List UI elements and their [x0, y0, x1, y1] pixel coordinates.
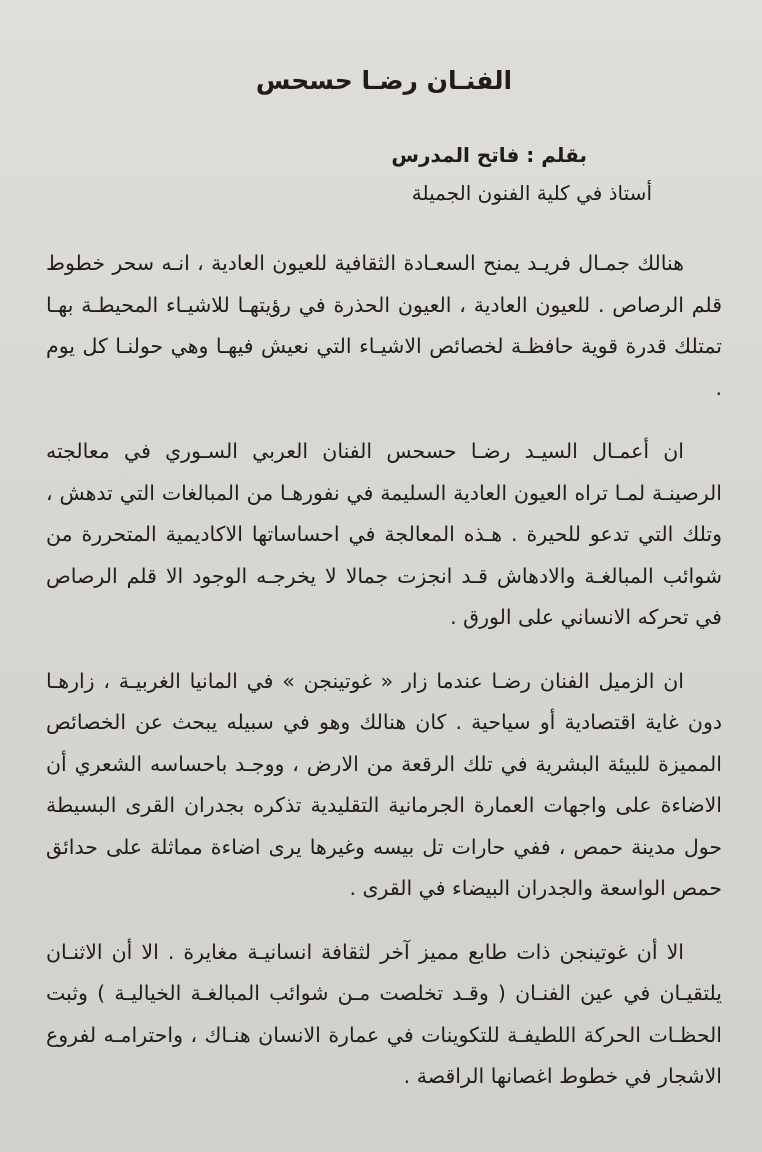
paragraph-1: هنالك جمـال فريـد يمنح السعـادة الثقافية للعيون العادية ، انـه سحر خطوط قلم الرصاص . للعيون العادية ، العيون الحذرة في رؤيتهـا للاشيـاء المحيطـة بهـا تمتلك قدرة قوية حافظـة لخصائص الاشيـاء التي نعيش فيهـا وهي حولنـا كل يوم . — [46, 251, 722, 400]
author-position: أستاذ في كلية الفنون الجميلة — [411, 181, 652, 205]
paragraph-4: الا أن غوتينجن ذات طابع مميز آخر لثقافة انسانيـة مغايرة . الا أن الاثنـان يلتقيـان في عين الفنـان ( وقـد تخلصت مـن شوائب المبالغـة الخياليـة ) وثبت الحظـات الحركة اللطيفـة للتكوينات في عمارة الانسان هنـاك ، واحترامـه لفروع الاشجار في خطوط اغصانها الراقصة . — [46, 939, 722, 1088]
article-title: الفنـان رضـا حسحس — [255, 66, 513, 95]
paragraph-3: ان الزميل الفنان رضـا عندما زار « غوتينجن » في المانيا الغربيـة ، زارهـا دون غاية اقتصادية أو سياحية . كان هنالك وهو في سبيله يبحث عن الخصائص المميزة للبيئة البشرية في تلك الرقعة من الارض ، ووجـد باحساسه الشعري أن الاضاءة على واجهات العمارة الجرمانية التقليدية تذكره بجدران القرى البسيطة حول مدينة حمص ، ففي حارات تل بيسه وغيرها يرى اضاءة مماثلة على حدائق حمص الواسعة والجدران البيضاء في القرى . — [46, 668, 722, 900]
paragraph-2: ان أعمـال السيـد رضـا حسحس الفنان العربي السـوري في معالجته الرصينـة لمـا تراه العيون العادية السليمة في نفورهـا من المبالغات التي تدهش ، وتلك التي تدعو للحيرة . هـذه المعالجة في احساساتها الاكاديمية المتحررة من شوائب المبالغـة والادهاش قـد انجزت جمالا لا يخرجـه الوجود الا قلم الرصاص في تحركه الانساني على الورق . — [46, 439, 722, 629]
author-byline: بقلم : فاتح المدرس — [391, 143, 587, 167]
